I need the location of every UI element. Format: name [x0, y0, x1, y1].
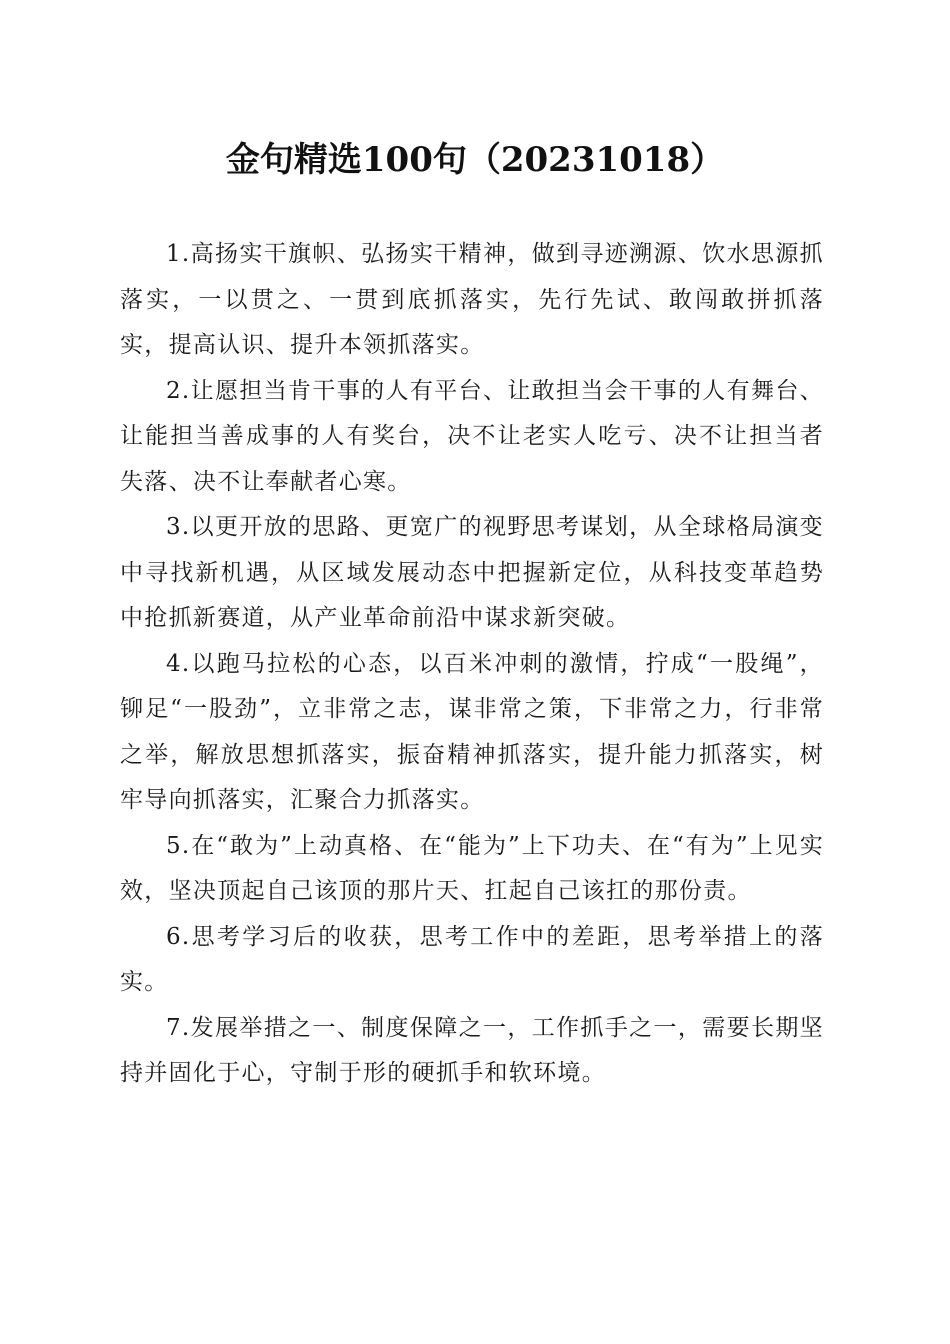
paragraph-1: 1.高扬实干旗帜、弘扬实干精神，做到寻迹溯源、饮水思源抓落实，一以贯之、一贯到底抓落实，先行先试、敢闯敢拼抓落实，提高认识、提升本领抓落实。 [120, 241, 824, 358]
paragraph-7: 7.发展举措之一、制度保障之一，工作抓手之一，需要长期坚持并固化于心，守制于形的硬抓手和软环境。 [120, 1014, 824, 1086]
document-body [120, 232, 824, 1097]
document-title: 金句精选100句（20231018） [225, 140, 725, 180]
paragraph-6: 6.思考学习后的收获，思考工作中的差距，思考举措上的落实。 [120, 923, 824, 995]
paragraph-4: 4.以跑马拉松的心态，以百米冲刺的激情，拧成“一股绳”，铆足“一股劲”，立非常之志，谋非常之策，下非常之力，行非常之举，解放思想抓落实，振奋精神抓落实，提升能力抓落实，树牢导向抓落实，汇聚合力抓落实。 [120, 650, 824, 813]
paragraph-5: 5.在“敢为”上动真格、在“能为”上下功夫、在“有为”上见实效，坚决顶起自己该顶的那片天、扛起自己该扛的那份责。 [120, 832, 824, 904]
paragraph-3: 3.以更开放的思路、更宽广的视野思考谋划，从全球格局演变中寻找新机遇，从区域发展动态中把握新定位，从科技变革趋势中抢抓新赛道，从产业革命前沿中谋求新突破。 [120, 514, 824, 631]
paragraph-2: 2.让愿担当肯干事的人有平台、让敢担当会干事的人有舞台、让能担当善成事的人有奖台，决不让老实人吃亏、决不让担当者失落、决不让奉献者心寒。 [120, 377, 824, 495]
